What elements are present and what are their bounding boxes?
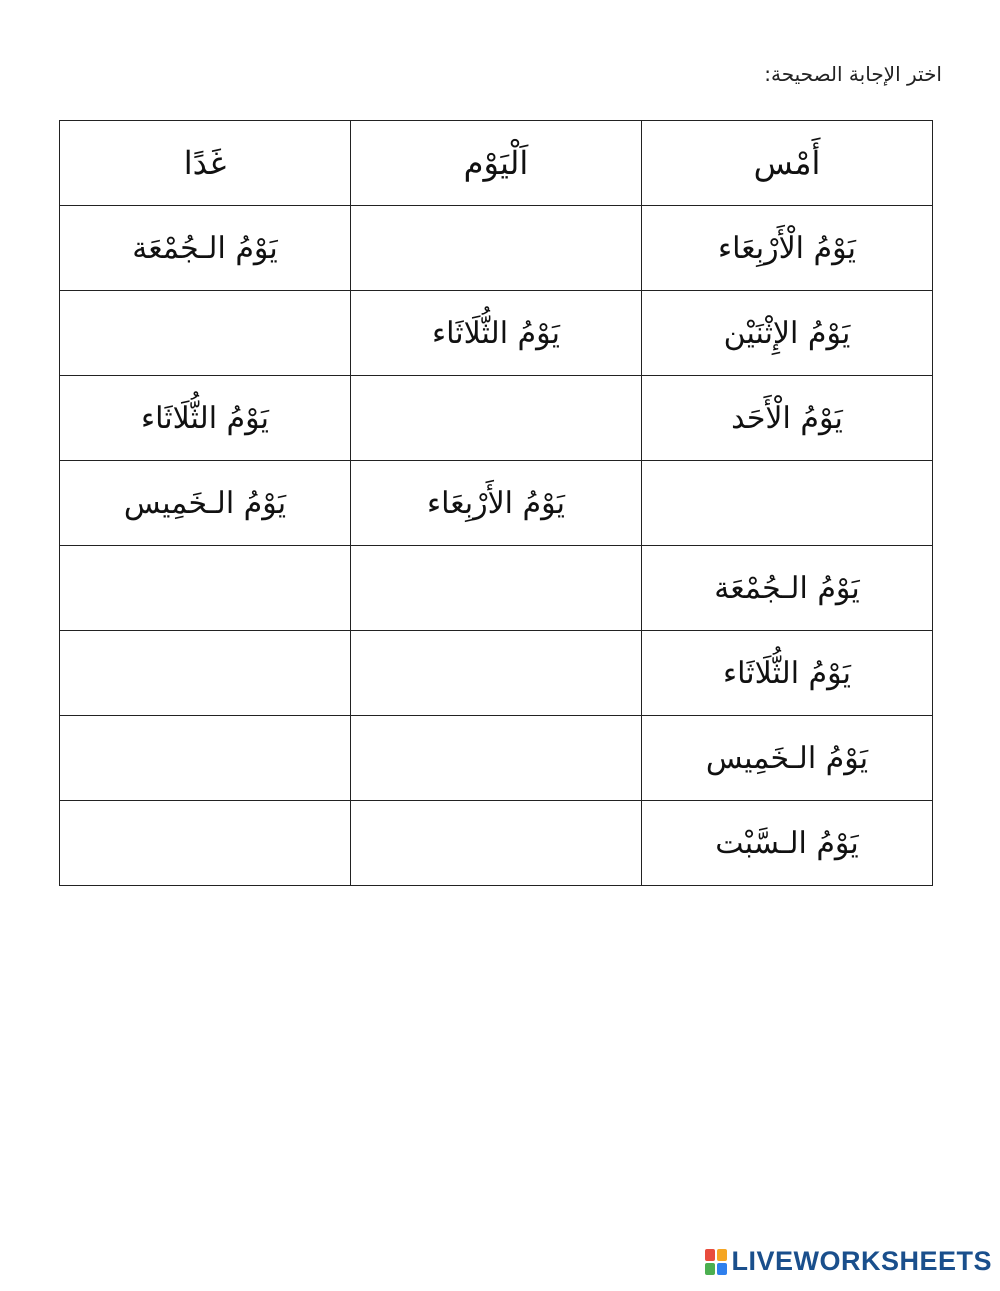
table-row [60,461,933,546]
instruction-text: اختر الإجابة الصحيحة: [764,62,942,86]
cell-today: يَوْمُ الثُّلَاثَاء [351,291,642,376]
header-today: اَلْيَوْم [351,121,642,206]
cell-tomorrow-answer[interactable] [60,631,351,716]
cell-tomorrow: يَوْمُ الـجُمْعَة [60,206,351,291]
table-row [60,546,933,631]
header-yesterday: أَمْس [642,121,933,206]
cell-today-answer[interactable] [351,376,642,461]
cell-yesterday: يَوْمُ الـجُمْعَة [642,546,933,631]
table-row [60,206,933,291]
brand-name: LIVEWORKSHEETS [731,1246,992,1276]
cell-today-answer[interactable] [351,716,642,801]
cell-yesterday: يَوْمُ الْأَحَد [642,376,933,461]
cell-today: يَوْمُ الأَرْبِعَاء [351,461,642,546]
cell-tomorrow: يَوْمُ الثُّلَاثَاء [60,376,351,461]
cell-yesterday: يَوْمُ الـسَّبْت [642,801,933,886]
table-row [60,291,933,376]
cell-yesterday: يَوْمُ الإِثْنَيْن [642,291,933,376]
cell-tomorrow: يَوْمُ الـخَمِيس [60,461,351,546]
cell-today-answer[interactable] [351,546,642,631]
cell-yesterday-answer[interactable] [642,461,933,546]
table-row [60,716,933,801]
header-tomorrow: غَدًا [60,121,351,206]
cell-yesterday: يَوْمُ الْأَرْبِعَاء [642,206,933,291]
liveworksheets-logo-icon [705,1249,727,1275]
table-row [60,631,933,716]
cell-tomorrow-answer[interactable] [60,801,351,886]
cell-yesterday: يَوْمُ الـخَمِيس [642,716,933,801]
cell-today-answer[interactable] [351,631,642,716]
cell-today-answer[interactable] [351,801,642,886]
cell-yesterday: يَوْمُ الثُّلَاثَاء [642,631,933,716]
cell-tomorrow-answer[interactable] [60,546,351,631]
cell-tomorrow-answer[interactable] [60,291,351,376]
table-row [60,801,933,886]
table-header-row [60,121,933,206]
cell-tomorrow-answer[interactable] [60,716,351,801]
table-row [60,376,933,461]
days-table [59,120,933,886]
liveworksheets-brand [705,1246,992,1277]
cell-today-answer[interactable] [351,206,642,291]
